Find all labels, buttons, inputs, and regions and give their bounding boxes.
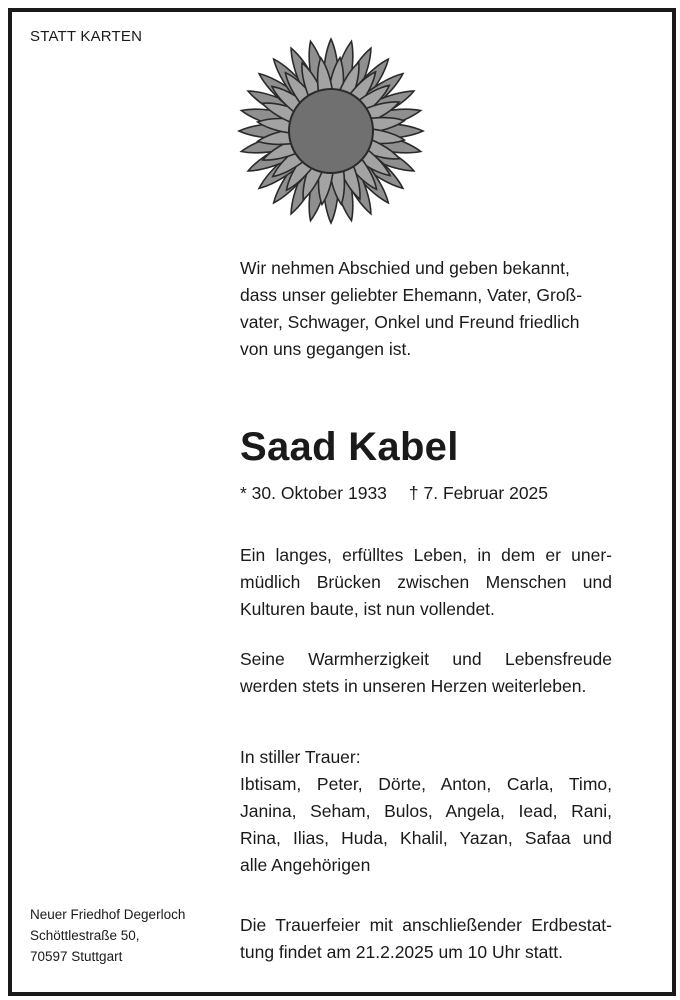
mourners-line: Rina, Ilias, Huda, Khalil, Yazan, Safaa und [240, 828, 612, 848]
mourners-line: alle Angehörigen [240, 855, 371, 875]
flower-center [289, 89, 373, 173]
mourners-block [240, 744, 612, 879]
funeral-line: tung findet am 21.2.2025 um 10 Uhr statt. [240, 942, 563, 962]
intro-line: vater, Schwager, Onkel und Freund friedlich [240, 312, 580, 332]
sunflower-icon [231, 35, 431, 225]
cemetery-address [30, 904, 185, 967]
intro-line: dass unser geliebter Ehemann, Vater, Groß- [240, 285, 583, 305]
mourners-line: Ibtisam, Peter, Dörte, Anton, Carla, Timo, [240, 774, 612, 794]
mourners-intro: In stiller Trauer: [240, 747, 361, 767]
intro-line: Wir nehmen Abschied und geben bekannt, [240, 258, 570, 278]
address-line: Neuer Friedhof Degerloch [30, 907, 186, 922]
life-line: müdlich Brücken zwischen Menschen und [240, 572, 612, 592]
funeral-info [240, 912, 612, 966]
mourners-line: Janina, Seham, Bulos, Angela, Iead, Rani, [240, 801, 612, 821]
warmth-line: Seine Warmherzigkeit und Lebensfreude [240, 649, 612, 669]
life-line: Ein langes, erfülltes Leben, in dem er uner- [240, 545, 612, 565]
intro-text [240, 255, 612, 363]
address-line: Schöttlestraße 50, [30, 928, 140, 943]
warmth-line: werden stets in unseren Herzen weiterleben. [240, 676, 587, 696]
address-line: 70597 Stuttgart [30, 949, 123, 964]
life-dates [240, 480, 548, 507]
life-text [240, 542, 612, 623]
deceased-name: Saad Kabel [240, 425, 459, 469]
warmth-text [240, 646, 612, 700]
death-date: † 7. Februar 2025 [408, 483, 549, 503]
life-line: Kulturen baute, ist nun vollendet. [240, 599, 495, 619]
statt-karten-label: STATT KARTEN [30, 28, 143, 45]
intro-line: von uns gegangen ist. [240, 339, 412, 359]
birth-date: * 30. Oktober 1933 [240, 483, 387, 503]
funeral-line: Die Trauerfeier mit anschließender Erdbestat- [240, 915, 612, 935]
